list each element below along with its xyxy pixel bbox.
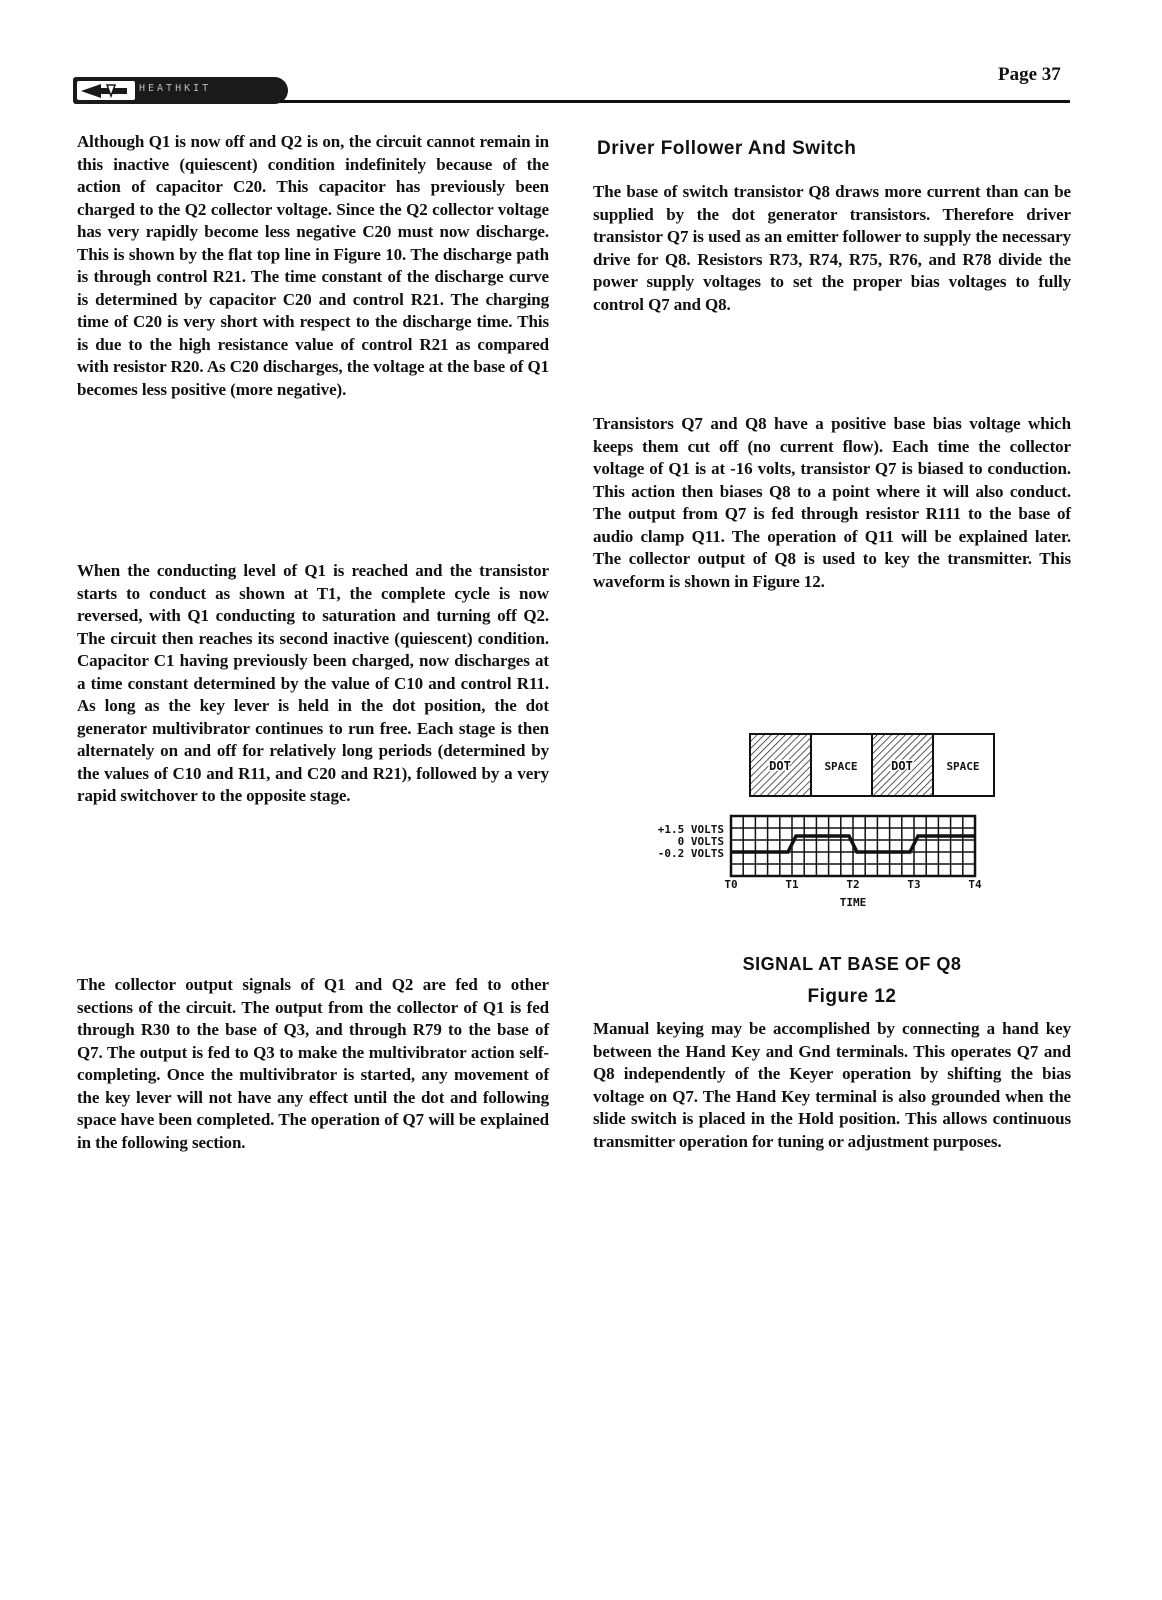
segment-label-3: DOT <box>891 759 913 773</box>
figure-12 <box>620 730 1040 930</box>
header-rule <box>280 100 1070 103</box>
left-paragraph-1: Although Q1 is now off and Q2 is on, the circuit cannot remain in this inactive (quiescent) condition indefinitely because of the action of capacitor C20. This capacitor has previously been charged to the Q2 collector voltage. Since the Q2 collector voltage has very rapidly become less negative C20 must now discharge. This is shown by the flat top line in Figure 10. The discharge path is through control R21. The time constant of the discharge curve is determined by capacitor C20 and control R21. The charging time of C20 is very short with respect to the discharge time. This is due to the high resistance value of control R21 as compared with resistor R20. As C20 discharges, the voltage at the base of Q1 becomes less positive (more negative). <box>77 132 549 399</box>
right-paragraph-3: Manual keying may be accomplished by connecting a hand key between the Hand Key and Gnd terminals. This operates Q7 and Q8 independently of the Keyer operation by shifting the bias voltage on Q7. The Hand Key terminal is also grounded when the slide switch is placed in the Hold position. This allows continuous transmitter operation for tuning or adjustment purposes. <box>593 1019 1071 1151</box>
x-tick-t2: T2 <box>846 878 860 891</box>
x-tick-t1: T1 <box>785 878 799 891</box>
left-paragraph-2: When the conducting level of Q1 is reached and the transistor starts to conduct as shown at T1, the complete cycle is now reversed, with Q1 conducting to saturation and turning off Q2. The circuit then reaches its second inactive (quiescent) condition. Capacitor C1 having previously been charged, now discharges at a time constant determined by the value of C10 and control R11. As long as the key lever is held in the dot position, the dot generator multivibrator continues to run free. Each stage is then alternately on and off for relatively long periods (determined by the values of C10 and R11, and C20 and R21), followed by a very rapid switchover to the opposite stage. <box>77 561 549 805</box>
segment-label-4: SPACE <box>946 760 980 773</box>
left-paragraph-3: The collector output signals of Q1 and Q2 are fed to other sections of the circuit. The output from the collector of Q1 is fed through R30 to the base of Q3, and through R79 to the base of Q7. The output is fed to Q3 to make the multivibrator action self-completing. Once the multivibrator is started, any movement of the key lever will not have any effect until the dot and following space have been completed. The operation of Q7 will be explained in the following section. <box>77 975 549 1152</box>
x-axis-label: TIME <box>839 896 867 909</box>
y-label-zero: 0 VOLTS <box>677 835 724 848</box>
page-number: Page 37 <box>998 64 1061 85</box>
x-tick-t0: T0 <box>724 878 738 891</box>
x-tick-t4: T4 <box>968 878 982 891</box>
x-tick-t3: T3 <box>907 878 921 891</box>
figure-caption-number: Figure 12 <box>807 986 897 1007</box>
segment-label-2: SPACE <box>824 760 858 773</box>
y-label-plus: +1.5 VOLTS <box>657 823 724 836</box>
figure-caption-title: SIGNAL AT BASE OF Q8 <box>742 954 962 974</box>
section-heading: Driver Follower And Switch <box>597 138 857 159</box>
segment-bar <box>750 734 994 796</box>
logo-icon <box>77 81 135 100</box>
right-paragraph-1: The base of switch transistor Q8 draws more current than can be supplied by the dot generator transistors. Therefore driver transistor Q7 is used as an emitter follower to supply the necessary drive for Q8. Resistors R73, R74, R75, R76, and R78 divide the power supply voltages to set the proper bias voltages to fully control Q7 and Q8. <box>593 182 1071 314</box>
segment-label-1: DOT <box>769 759 791 773</box>
logo-text: HEATHKIT <box>139 83 212 94</box>
right-paragraph-2: Transistors Q7 and Q8 have a positive base bias voltage which keeps them cut off (no current flow). Each time the collector voltage of Q1 is at -16 volts, transistor Q7 is biased to conduction. This action then biases Q8 to a point where it will also conduct. The output from Q7 is fed through resistor R111 to the base of audio clamp Q11. The operation of Q11 will be explained later. The collector output of Q8 is used to key the transmitter. This waveform is shown in Figure 12. <box>593 414 1071 591</box>
heathkit-logo <box>73 77 288 104</box>
y-label-minus: -0.2 VOLTS <box>657 847 724 860</box>
